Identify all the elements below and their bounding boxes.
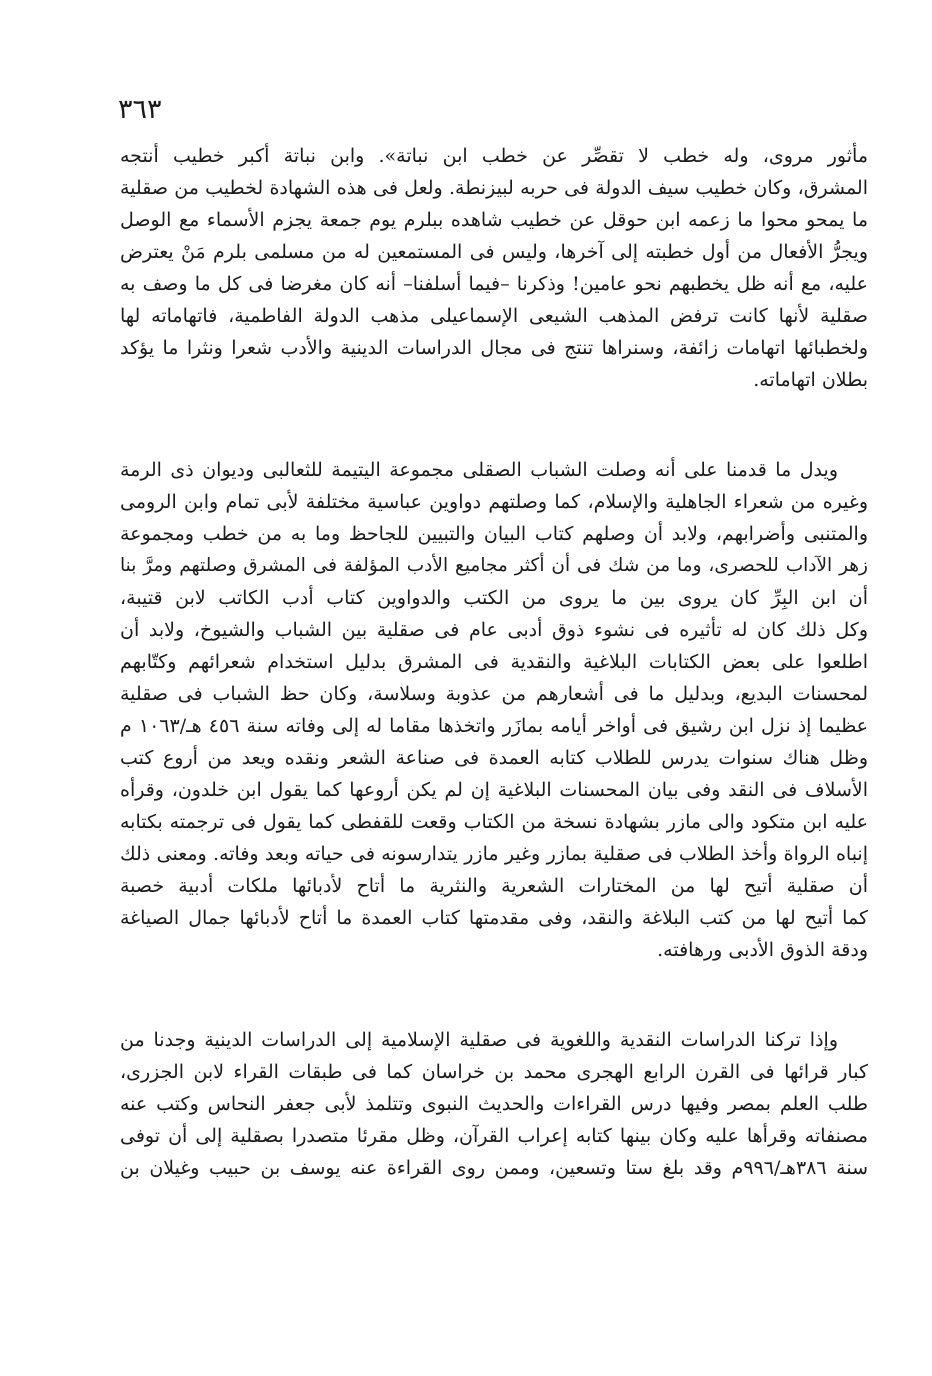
text-line: أن ابن البِرِّ كان يروى بين ما يروى من الكتب والدواوين كتاب أدب الكاتب لابن قتيبة، [120,587,868,609]
text-line: وإذا تركنا الدراسات النقدية واللغوية فى صقلية الإسلامية إلى الدراسات الدينية وجدنا من [120,1029,838,1051]
text-line: اطلعوا على بعض الكتابات البلاغية والنقدية فى المشرق بدليل استخدام شعرائهم وكتّابهم [120,651,868,673]
text-line: عليه ابن متكود والى مازر بشهادة نسخة من الكتاب وقعت للقفطى كما يقول فى ترجمته بكتابه [120,811,868,833]
text-line: سنة ٣٨٦هـ/٩٩٦م وقد بلغ ستا وتسعين، وممن روى القراءة عنه يوسف بن حبيب وغيلان بن [120,1157,868,1179]
text-line: بطلان اتهاماته. [753,369,868,391]
text-line: عظيما إذ نزل ابن رشيق فى أواخر أيامه بمازَر واتخذها مقاما له إلى وفاته سنة ٤٥٦ هـ/١٠٦٣ م [120,715,868,737]
text-line: وغيره من شعراء الجاهلية والإسلام، كما وصلتهم دواوين عباسية مختلفة لأبى تمام وابن الرومى [120,491,868,513]
text-line: مصنفاته وقرأها عليه وكان بينها كتابه إعراب القرآن، وظل مقرئا متصدرا بصقلية إلى أن توفى [120,1125,868,1147]
text-line: كبار قرائها فى القرن الرابع الهجرى محمد بن خراسان كما فى طبقات القراء لابن الجزرى، [120,1061,868,1083]
text-line: والمتنبى وأضرابهم، ولابد أن وصلهم كتاب البيان والتبيين للجاحظ وما به من خطب ومجموعة [120,523,868,545]
text-line: الأسلاف فى النقد وفى بيان المحسنات البلاغية إن لم يكن أروعها كما يقول ابن خلدون، وقرأه [120,779,868,801]
text-line: المشرق، وكان خطيب سيف الدولة فى حربه لبيزنطة. ولعل فى هذه الشهادة لخطيب من صقلية [120,177,869,199]
text-line: ويجرُّ الأفعال من أول خطبته إلى آخرها، وليس فى المستمعين له من مسلمى بلرم مَنْ يعترض [120,241,868,263]
text-line: أن صقلية أتيح لها من المختارات الشعرية والنثرية ما أتاح لأدبائها ملكات أدبية خصبة [120,875,868,897]
text-line: لمحسنات البديع، وبدليل ما فى أشعارهم من عذوبة وسلاسة، وكان حظ الشباب فى صقلية [120,683,868,705]
text-line: مأثور مروى، وله خطب لا تقصِّر عن خطب ابن نباتة». وابن نباتة أكبر خطيب أنتجه [120,145,868,167]
text-line: ولخطبائها اتهامات زائفة، وسنراها تنتج فى مجال الدراسات الدينية والأدب شعرا ونثرا ما يؤكد [120,337,868,359]
text-line: ما يمحو محوا ما زعمه ابن حوقل عن خطيب شاهده ببلرم يوم جمعة يجزم الأسماء مع الوصل [120,209,868,231]
text-line: وظل هناك سنوات يدرس للطلاب كتابه العمدة فى صناعة الشعر ونقده ويعد من أروع كتب [120,747,868,769]
text-line: ودقة الذوق الأدبى ورهافته. [657,939,868,961]
text-line: وكل ذلك كان له تأثيره فى نشوء ذوق أدبى عام فى صقلية بين الشباب والشيوخ، ولابد أن [120,619,868,641]
text-line: إنباه الرواة وأخذ الطلاب فى صقلية بمازر وغير مازر يتدارسونه فى حياته وبعد وفاته. ومعنى ذلك [120,843,868,865]
text-line: عليه، مع أنه ظل يخطبهم نحو عامين! وذكرنا –فيما أسلفنا– أنه كان مغرضا فى كل ما وصف به [120,273,868,295]
text-line: طلب العلم بمصر وفيها درس القراءات والحديث النبوى وتتلمذ لأبى جعفر النحاس وكتب عنه [120,1093,868,1115]
text-line: صقلية لأنها كانت ترفض المذهب الشيعى الإسماعيلى مذهب الدولة الفاطمية، فاتهاماته لها [120,305,868,327]
text-line: كما أتيح لها من كتب البلاغة والنقد، وفى مقدمتها كتاب العمدة ما أتاح لأدبائها جمال الصياغة [120,907,868,929]
page-number: ٣٦٣ [118,94,162,125]
text-line: زهر الآداب للحصرى، وما من شك فى أن أكثر مجاميع الأدب المؤلفة فى المشرق وصلتهم ومرَّ بنا [120,555,868,576]
text-line: ويدل ما قدمنا على أنه وصلت الشباب الصقلى مجموعة اليتيمة للثعالبى وديوان ذى الرمة [120,459,838,481]
